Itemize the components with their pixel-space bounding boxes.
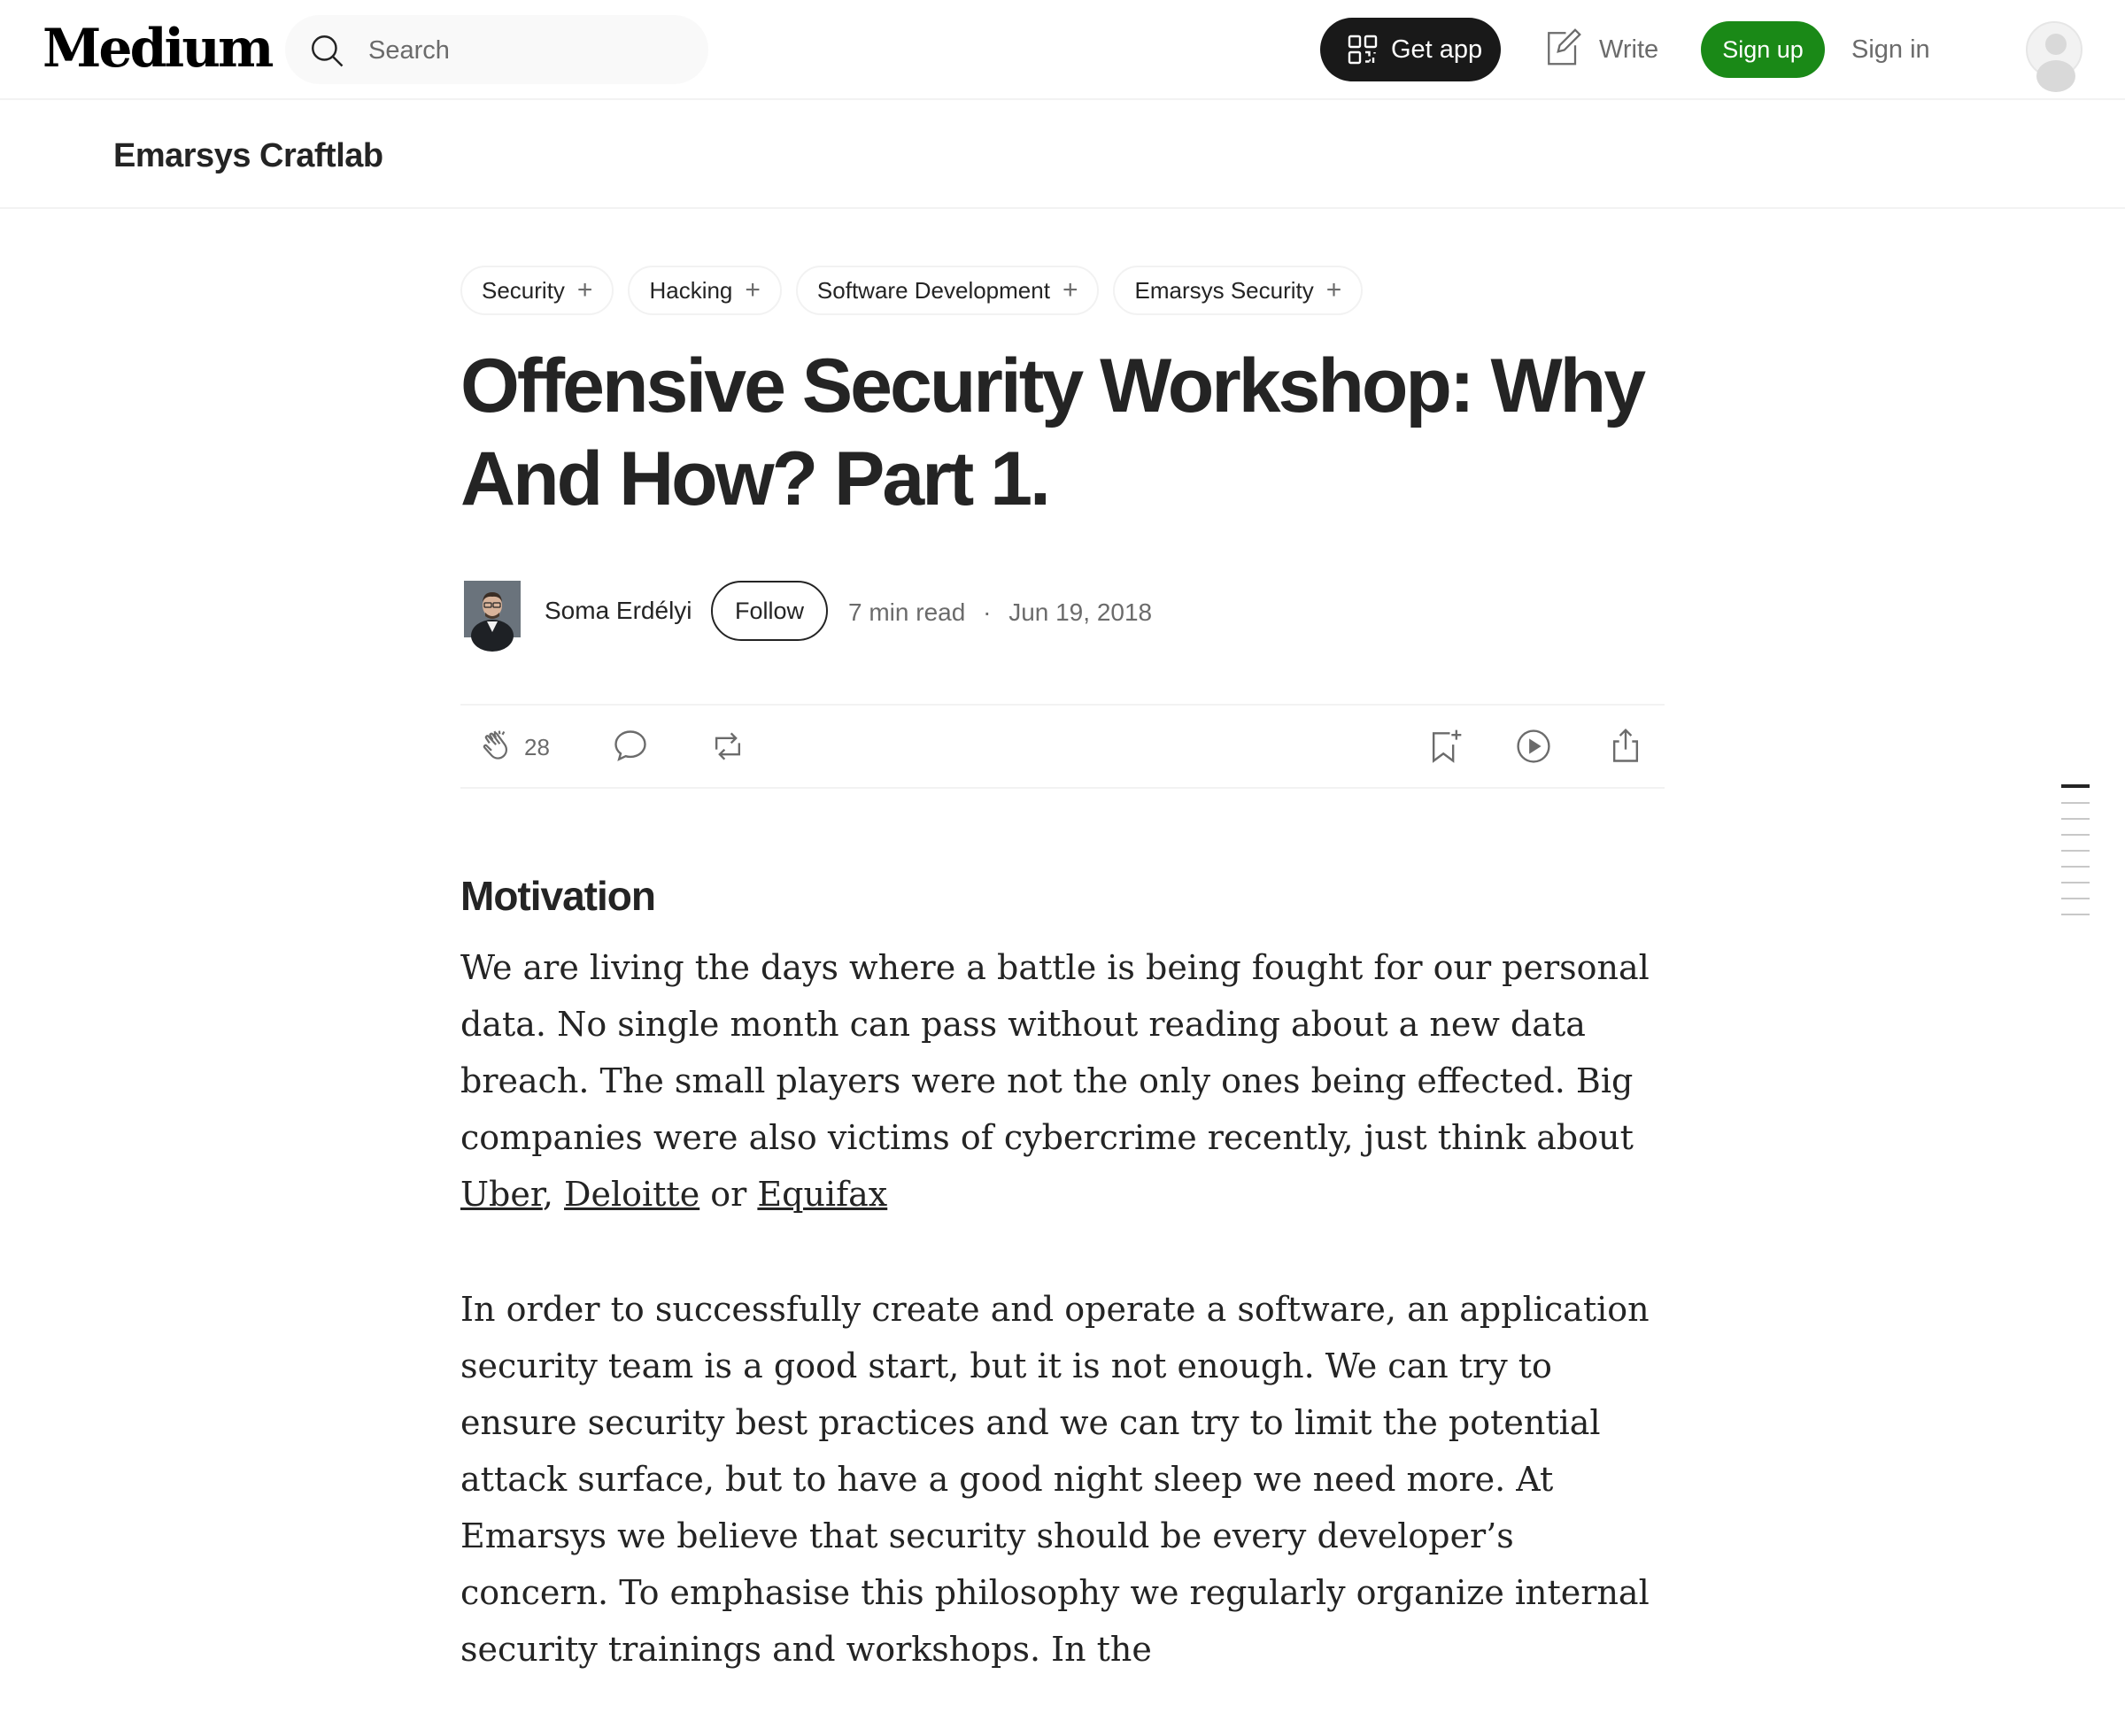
paragraph-text: We are living the days where a battle is being fought for our personal data. No single month can pass without reading about a new data breach. The small players were not the only ones being effected. Big companies were also victims of cybercrime recently, just think about bbox=[460, 948, 1650, 1157]
author-name[interactable]: Soma Erdélyi bbox=[545, 597, 692, 624]
or-text: or bbox=[699, 1175, 758, 1214]
qr-code-icon bbox=[1347, 34, 1379, 66]
publication-name[interactable]: Emarsys Craftlab bbox=[113, 137, 383, 174]
plus-icon: + bbox=[1325, 275, 1342, 305]
article-meta bbox=[848, 598, 1152, 627]
top-navbar bbox=[0, 0, 2125, 100]
share-icon[interactable] bbox=[1606, 727, 1645, 766]
author-portrait bbox=[464, 581, 521, 637]
repost-icon[interactable] bbox=[708, 727, 747, 766]
link-deloitte[interactable]: Deloitte bbox=[564, 1175, 700, 1214]
toc-line[interactable] bbox=[2061, 882, 2090, 883]
write-label: Write bbox=[1599, 35, 1659, 64]
clap-icon[interactable] bbox=[478, 727, 517, 766]
user-silhouette-icon bbox=[2028, 23, 2084, 80]
paragraph-2: In order to successfully create and operate a software, an application security team is a good start, but it is not enough. We can try to ensure security best practices and we can try to limit the potential attack surface, but to have a good night sleep we need more. At Emarsys we believe that security should be every developer’s concern. To emphasise this philosophy we regularly organize internal security trainings and workshops. In the bbox=[460, 1290, 1650, 1669]
sign-in-link[interactable]: Sign in bbox=[1851, 35, 1930, 64]
article-body bbox=[460, 872, 1665, 1736]
meta-separator: · bbox=[983, 598, 992, 626]
tag-label: Software Development bbox=[816, 276, 1050, 304]
tag-label: Hacking bbox=[649, 276, 733, 304]
tag-software-development[interactable] bbox=[796, 266, 1100, 315]
plus-icon: + bbox=[1062, 275, 1078, 305]
paragraph-1 bbox=[460, 939, 1665, 1223]
plus-icon: + bbox=[745, 275, 761, 305]
author-avatar[interactable] bbox=[464, 581, 521, 637]
read-time: 7 min read bbox=[848, 598, 966, 626]
tag-label: Security bbox=[482, 276, 565, 304]
toc-line[interactable] bbox=[2061, 818, 2090, 820]
publication-bar bbox=[0, 100, 2125, 209]
article-title: Offensive Security Workshop: Why And How? Part 1. bbox=[460, 343, 1644, 521]
plus-icon: + bbox=[576, 275, 593, 305]
link-uber[interactable]: Uber bbox=[460, 1175, 543, 1214]
toc-line[interactable] bbox=[2061, 898, 2090, 899]
toc-line-active[interactable] bbox=[2061, 784, 2090, 788]
get-app-label: Get app bbox=[1391, 35, 1483, 64]
toc-line[interactable] bbox=[2061, 914, 2090, 915]
tag-hacking[interactable] bbox=[628, 266, 781, 315]
section-heading: Motivation bbox=[460, 873, 655, 919]
tag-emarsys-security[interactable] bbox=[1113, 266, 1363, 315]
sign-up-button[interactable]: Sign up bbox=[1701, 21, 1825, 78]
follow-button[interactable]: Follow bbox=[711, 581, 828, 641]
clap-count: 28 bbox=[524, 734, 550, 760]
search-icon bbox=[308, 32, 345, 69]
search-placeholder: Search bbox=[368, 36, 450, 65]
publish-date: Jun 19, 2018 bbox=[1008, 598, 1153, 626]
toc-indicator[interactable] bbox=[2061, 784, 2090, 930]
toc-line[interactable] bbox=[2061, 850, 2090, 852]
comma-text: , bbox=[542, 1175, 565, 1214]
tag-label: Emarsys Security bbox=[1134, 276, 1314, 304]
tag-list bbox=[460, 266, 1363, 315]
toc-line[interactable] bbox=[2061, 866, 2090, 868]
get-app-button[interactable] bbox=[1320, 18, 1501, 81]
search-input[interactable] bbox=[285, 15, 708, 84]
medium-logo[interactable]: Medium bbox=[42, 18, 272, 80]
byline bbox=[460, 579, 1257, 641]
link-equifax[interactable]: Equifax bbox=[757, 1175, 888, 1214]
tag-security[interactable] bbox=[460, 266, 614, 315]
bookmark-add-icon[interactable] bbox=[1426, 727, 1464, 766]
pencil-square-icon bbox=[1544, 27, 1581, 67]
article-action-bar bbox=[460, 704, 1665, 789]
toc-line[interactable] bbox=[2061, 802, 2090, 804]
play-circle-icon[interactable] bbox=[1514, 727, 1553, 766]
comment-icon[interactable] bbox=[611, 727, 650, 766]
user-avatar[interactable] bbox=[2026, 21, 2082, 78]
toc-line[interactable] bbox=[2061, 834, 2090, 836]
